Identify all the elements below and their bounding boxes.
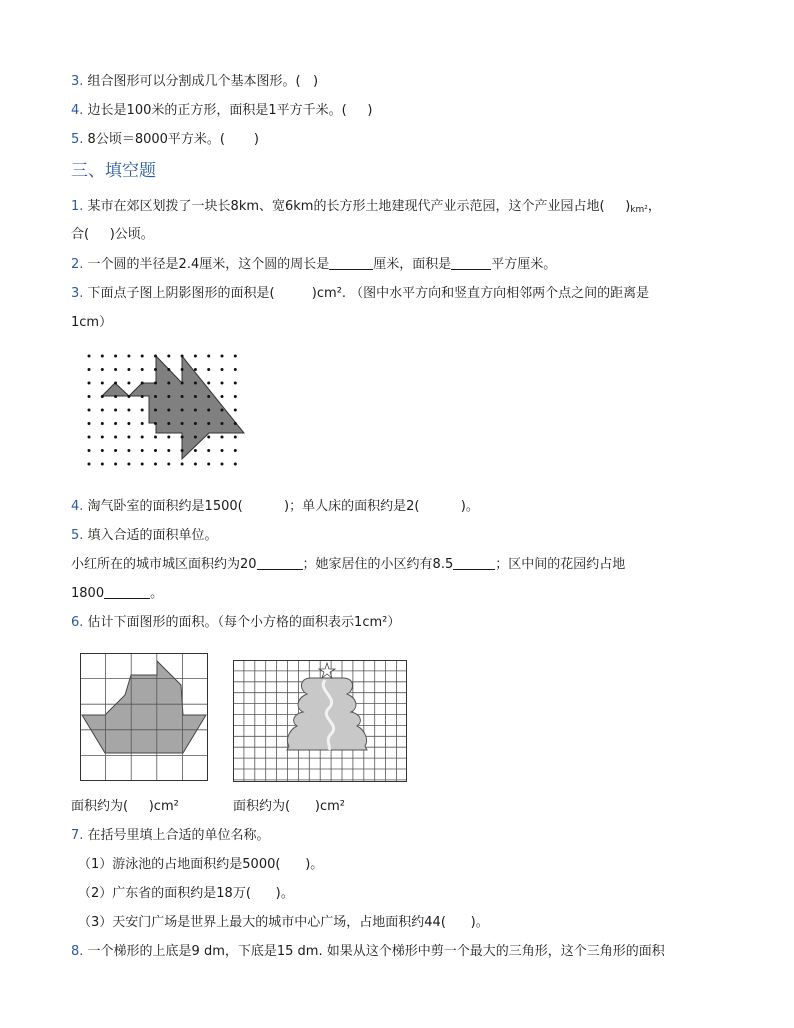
grid-dot	[207, 355, 210, 358]
grid-dot	[234, 409, 237, 412]
grid-dot	[167, 422, 170, 425]
fill-item-3-line2: 1cm）	[71, 315, 113, 330]
item-text: . （图中水平方向和竖直方向相邻两个点之间的距离是	[341, 286, 650, 301]
judge-item-3	[71, 72, 318, 92]
grid-dot	[101, 395, 104, 398]
grid-dot	[114, 382, 117, 385]
fill-item-5-body-line2	[71, 584, 163, 604]
item-text: 边长是100米的正方形，面积是1平方千米。( )	[87, 103, 373, 118]
answer-blank[interactable]	[329, 257, 373, 270]
grid-dot	[234, 395, 237, 398]
answer-blank[interactable]	[104, 586, 150, 599]
grid-dot	[181, 463, 184, 466]
grid-dot	[207, 449, 210, 452]
grid-dot	[88, 355, 91, 358]
grid-dot	[101, 409, 104, 412]
grid-dot	[141, 463, 144, 466]
judge-item-4	[71, 101, 372, 121]
grid-dot	[181, 355, 184, 358]
dot-grid-figure	[82, 346, 252, 470]
grid-dot	[114, 449, 117, 452]
grid-dot	[181, 368, 184, 371]
grid-dot	[221, 463, 224, 466]
shaded-shape	[129, 356, 244, 459]
grid-dot	[181, 449, 184, 452]
grid-dot	[154, 368, 157, 371]
grid-dot	[221, 436, 224, 439]
grid-dot	[154, 382, 157, 385]
grid-dot	[234, 449, 237, 452]
fill-item-3	[71, 284, 649, 304]
item-text: 一个梯形的上底是9 dm，下底是15 dm. 如果从这个梯形中剪一个最大的三角形，这个三角形的面积	[87, 944, 665, 959]
grid-dot	[88, 368, 91, 371]
grid-dot	[114, 368, 117, 371]
area-label-1: 面积约为( )cm²	[71, 799, 179, 814]
grid-dot	[167, 395, 170, 398]
grid-dot	[127, 409, 130, 412]
item-number: 4.	[71, 499, 84, 514]
grid-dot	[207, 436, 210, 439]
item-text: 在括号里填上合适的单位名称。	[87, 828, 270, 843]
grid-dot	[181, 422, 184, 425]
item-text: 组合图形可以分割成几个基本图形。( )	[87, 74, 319, 89]
grid-figure-1	[80, 653, 208, 781]
grid-dot	[88, 422, 91, 425]
grid-dot	[127, 382, 130, 385]
grid-dot	[114, 463, 117, 466]
grid-figure-2	[233, 660, 407, 782]
grid-dot	[88, 409, 91, 412]
grid-dot	[194, 463, 197, 466]
grid-dot	[194, 395, 197, 398]
grid-dot	[127, 368, 130, 371]
grid-dot	[234, 382, 237, 385]
grid-dot	[207, 368, 210, 371]
grid-dot	[114, 355, 117, 358]
grid-dot	[181, 436, 184, 439]
item-number: 7.	[71, 828, 84, 843]
grid-dot	[207, 382, 210, 385]
grid-dot	[141, 382, 144, 385]
grid-dot	[127, 422, 130, 425]
grid-dot	[167, 409, 170, 412]
grid-dot	[114, 422, 117, 425]
grid-dot	[207, 422, 210, 425]
grid-dot	[154, 449, 157, 452]
item-number: 4.	[71, 103, 84, 118]
grid-dot	[194, 436, 197, 439]
grid-dot	[141, 422, 144, 425]
item-number: 5.	[71, 132, 84, 147]
grid-dot	[234, 368, 237, 371]
grid-dot	[127, 436, 130, 439]
grid-dot	[141, 395, 144, 398]
grid-dot	[114, 395, 117, 398]
item-text: 估计下面图形的面积。（每个小方格的面积表示1cm²）	[87, 615, 401, 630]
grid-dot	[141, 368, 144, 371]
grid-dot	[221, 382, 224, 385]
grid-dot	[167, 382, 170, 385]
grid-dot	[101, 449, 104, 452]
shaded-shape	[102, 383, 129, 396]
item-text: 8公顷＝8000平方米。( )	[87, 132, 259, 147]
answer-blank[interactable]	[451, 257, 491, 270]
item-text: 某市在郊区划拨了一块长8km、宽6km的长方形土地建现代产业示范园，这个产业园占地( )	[87, 199, 631, 214]
grid-dot	[221, 395, 224, 398]
grid-dot	[154, 409, 157, 412]
section-title: 三、填空题	[71, 161, 156, 181]
grid-dot	[141, 355, 144, 358]
item-number: 1.	[71, 199, 84, 214]
grid-dot	[234, 463, 237, 466]
item-number: 8.	[71, 944, 84, 959]
grid-dot	[181, 409, 184, 412]
fill-item-2	[71, 255, 556, 275]
grid-dot	[114, 409, 117, 412]
grid-dot	[207, 463, 210, 466]
item-number: 3.	[71, 74, 84, 89]
item-number: 2.	[71, 257, 84, 272]
grid-dot	[127, 355, 130, 358]
fill-item-8	[71, 942, 665, 962]
fill-item-1-line2: 合( )公顷。	[71, 227, 154, 242]
grid-dot	[221, 449, 224, 452]
grid-dot	[127, 463, 130, 466]
item-text: 一个圆的半径是2.4厘米，这个圆的周长是	[87, 257, 330, 272]
fill-item-7	[71, 826, 270, 846]
item-number: 5.	[71, 528, 84, 543]
grid-dot	[194, 355, 197, 358]
unit-label: km²	[630, 205, 648, 215]
grid-dot	[141, 409, 144, 412]
item-number: 3.	[71, 286, 84, 301]
grid-dot	[88, 449, 91, 452]
grid-dot	[127, 395, 130, 398]
grid-dot	[221, 422, 224, 425]
item-text: 1800	[71, 586, 105, 601]
grid-dot	[88, 436, 91, 439]
unit-label: cm²	[316, 286, 342, 301]
fill-item-6	[71, 613, 400, 633]
grid-dot	[154, 463, 157, 466]
item-text: 平方厘米。	[491, 257, 557, 272]
item-text: ；她家居住的小区约有8.5	[302, 557, 454, 572]
grid-dot	[154, 395, 157, 398]
grid-dot	[207, 395, 210, 398]
grid-dot	[167, 355, 170, 358]
grid-dot	[194, 409, 197, 412]
answer-blank[interactable]	[453, 557, 495, 570]
fill-item-7-sub-1: （1）游泳池的占地面积约是5000( )。	[78, 857, 324, 872]
grid-dot	[141, 449, 144, 452]
grid-dot	[101, 368, 104, 371]
fill-item-5	[71, 526, 218, 546]
grid-dot	[234, 436, 237, 439]
fill-item-4	[71, 497, 479, 517]
fill-item-7-sub-3: （3）天安门广场是世界上最大的城市中心广场，占地面积约44( )。	[78, 915, 489, 930]
shaded-shape	[82, 661, 206, 753]
grid-dot	[154, 422, 157, 425]
answer-blank[interactable]	[257, 557, 303, 570]
area-label-2: 面积约为( )cm²	[233, 799, 345, 814]
grid-dot	[207, 409, 210, 412]
item-text: 填入合适的面积单位。	[87, 528, 218, 543]
grid-dot	[194, 449, 197, 452]
grid-dot	[167, 368, 170, 371]
grid-dot	[181, 382, 184, 385]
item-text: 小红所在的城市城区面积约为20	[71, 557, 257, 572]
item-text: 厘米，面积是	[373, 257, 452, 272]
item-text: 。	[150, 586, 164, 601]
grid-dot	[167, 436, 170, 439]
grid-dot	[167, 449, 170, 452]
grid-dot	[154, 355, 157, 358]
grid-dot	[154, 436, 157, 439]
grid-dot	[88, 395, 91, 398]
grid-dot	[234, 422, 237, 425]
grid-dot	[181, 395, 184, 398]
grid-dot	[221, 355, 224, 358]
judge-item-5	[71, 130, 259, 150]
grid-dot	[88, 463, 91, 466]
item-text: 淘气卧室的面积约是1500( )；单人床的面积约是2( )。	[87, 499, 479, 514]
item-text-end: ，	[647, 199, 661, 214]
fill-item-5-body	[71, 555, 625, 575]
item-text: ；区中间的花园约占地	[495, 557, 626, 572]
grid-dot	[141, 436, 144, 439]
grid-dot	[88, 382, 91, 385]
grid-dot	[114, 436, 117, 439]
grid-dot	[194, 368, 197, 371]
grid-dot	[221, 368, 224, 371]
grid-dot	[234, 355, 237, 358]
fill-item-7-sub-2: （2）广东省的面积约是18万( )。	[78, 886, 294, 901]
grid-dot	[127, 449, 130, 452]
fill-item-1	[71, 197, 661, 220]
star-icon	[319, 663, 335, 678]
grid-dot	[101, 382, 104, 385]
grid-dot	[101, 463, 104, 466]
grid-dot	[194, 422, 197, 425]
grid-dot	[194, 382, 197, 385]
item-number: 6.	[71, 615, 84, 630]
grid-dot	[101, 436, 104, 439]
item-text: 下面点子图上阴影图形的面积是( )	[87, 286, 317, 301]
grid-dot	[101, 422, 104, 425]
grid-dot	[221, 409, 224, 412]
grid-dot	[167, 463, 170, 466]
grid-dot	[101, 355, 104, 358]
